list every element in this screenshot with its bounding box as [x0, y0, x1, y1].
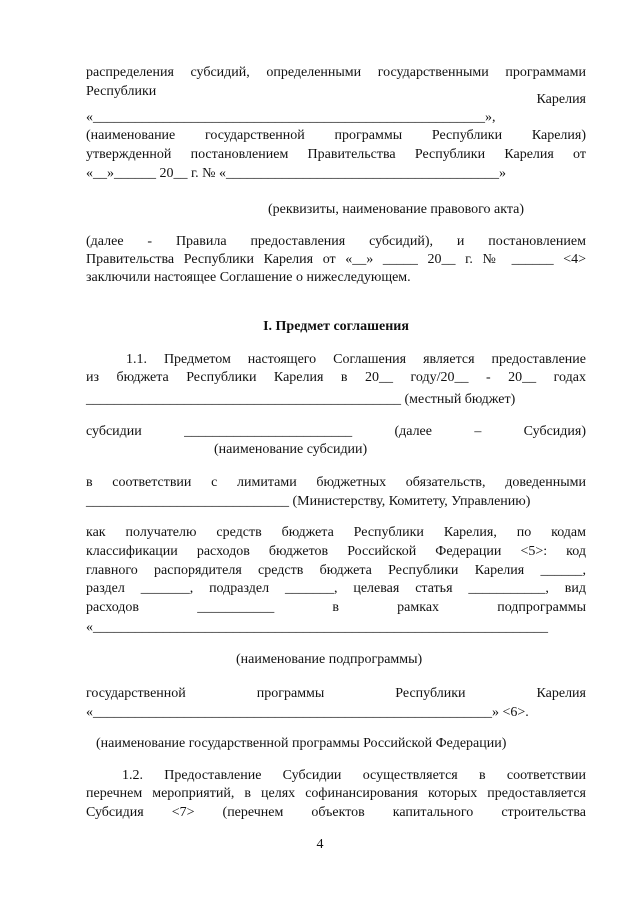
text-line: государственной программы Республики Карелия — [86, 686, 586, 701]
section-heading: I. Предмет соглашения — [263, 319, 409, 334]
caption: (наименование государственной программы Российской Федерации) — [96, 736, 507, 751]
text-line: утвержденной постановлением Правительства Республики Карелия от — [86, 147, 586, 162]
text-line: классификации расходов бюджетов Российской Федерации <5>: код — [86, 544, 586, 559]
text-line: (наименование государственной программы Республики Карелия) — [86, 128, 586, 143]
text-line: «________________________________________________________», — [86, 110, 496, 125]
text-line: раздел _______, подраздел _______, целевая статья ___________, вид — [86, 581, 586, 596]
text-line: (далее - Правила предоставления субсидий), и постановлением — [86, 234, 586, 249]
text-line: в соответствии с лимитами бюджетных обязательств, доведенными — [86, 475, 586, 490]
text-line: «_________________________________________________________________ — [86, 620, 548, 635]
caption: (наименование субсидии) — [214, 442, 368, 457]
text-line: _____________________________ (Министерству, Комитету, Управлению) — [86, 494, 531, 509]
caption: (реквизиты, наименование правового акта) — [268, 202, 525, 217]
text-line: 1.1. Предметом настоящего Соглашения является предоставление — [126, 352, 586, 367]
text-line: расходов ___________ в рамках подпрограммы — [86, 600, 586, 615]
text-line: «_________________________________________________________» <6>. — [86, 705, 529, 720]
text-line: Правительства Республики Карелия от «__» _____ 20__ г. № ______ <4> — [86, 252, 586, 267]
text-line: «__»______ 20__ г. № «_______________________________________» — [86, 166, 507, 181]
text-line: Субсидия <7> (перечнем объектов капитального строительства — [86, 805, 586, 820]
text-line: распределения субсидий, определенными государственными программами — [86, 65, 586, 80]
text-line: _____________________________________________ (местный бюджет) — [86, 392, 516, 407]
text-line: перечнем мероприятий, в целях софинансирования которых предоставляется — [86, 786, 586, 801]
text-line: Республики — [86, 84, 157, 99]
text-line: 1.2. Предоставление Субсидии осуществляется в соответствии — [122, 768, 586, 783]
text-line: субсидии ________________________ (далее – Субсидия) — [86, 424, 586, 439]
text-line: главного распорядителя средств бюджета Республики Карелия ______, — [86, 563, 586, 578]
text-line: Карелия — [536, 92, 586, 107]
text-line: из бюджета Республики Карелия в 20__ году/20__ - 20__ годах — [86, 370, 586, 385]
text-line: заключили настоящее Соглашение о нижеследующем. — [86, 270, 411, 285]
caption: (наименование подпрограммы) — [236, 652, 423, 667]
page-number: 4 — [316, 837, 324, 852]
text-line: как получателю средств бюджета Республики Карелия, по кодам — [86, 525, 586, 540]
